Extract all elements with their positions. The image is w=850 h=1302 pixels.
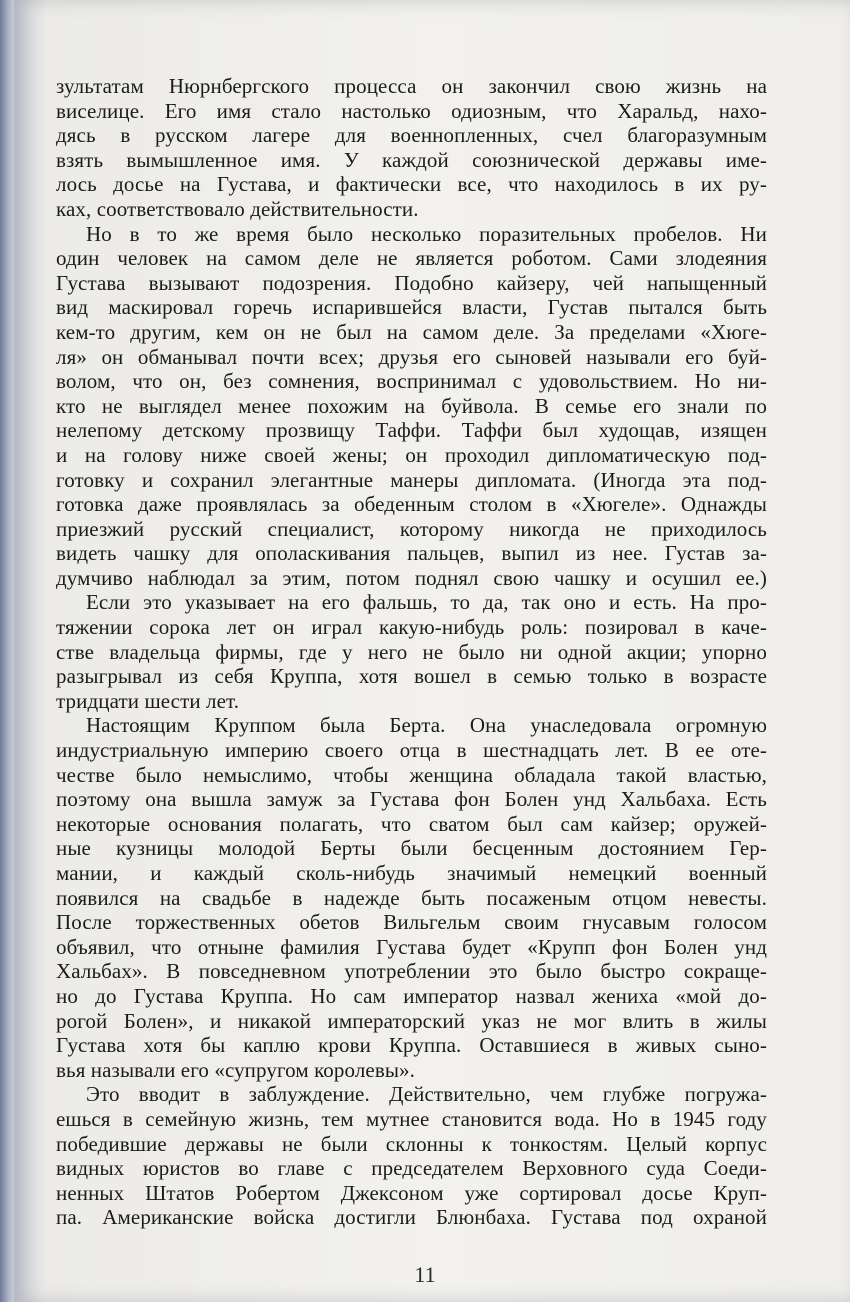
text-line: тридцати шести лет.	[56, 688, 240, 713]
text-line: Настоящим Круппом была Берта. Она унаследовала огромную	[86, 713, 767, 738]
text-line: видных юристов во главе с председателем Верховного суда Соеди-	[56, 1156, 767, 1181]
text-line: вид маскировал горечь испарившейся власти, Густав пытался быть	[56, 295, 767, 320]
text-line: Густава вызывают подозрения. Подобно кайзеру, чей напыщенный	[56, 270, 767, 295]
text-line: вья называли его «супругом королевы».	[56, 1057, 416, 1082]
text-line: думчиво наблюдал за этим, потом поднял свою чашку и осушил ее.)	[56, 565, 767, 590]
page-number: 11	[414, 1262, 436, 1287]
text-line: Густава хотя бы каплю крови Круппа. Оставшиеся в живых сыно-	[56, 1033, 767, 1058]
text-line: тяжении сорока лет он играл какую-нибудь роль: позировал в каче-	[56, 615, 767, 640]
text-line: После торжественных обетов Вильгельм своим гнусавым голосом	[56, 910, 767, 935]
text-line: волом, что он, без сомнения, воспринимал с удовольствием. Но ни-	[56, 369, 767, 394]
text-line: готовку и сохранил элегантные манеры дипломата. (Иногда эта под-	[56, 467, 767, 492]
text-line: нелепому детскому прозвищу Таффи. Таффи был худощав, изящен	[56, 418, 767, 443]
text-line: и на голову ниже своей жены; он проходил дипломатическую под-	[56, 442, 767, 467]
text-line: объявил, что отныне фамилия Густава будет «Крупп фон Болен унд	[56, 934, 767, 959]
text-line: кто не выглядел менее похожим на буйвола. В семье его знали по	[56, 393, 767, 418]
text-line: стве владельца фирмы, где у него не было ни одной акции; упорно	[56, 639, 767, 664]
text-line: ках, соответствовало действительности.	[56, 196, 419, 221]
text-line: дясь в русском лагере для военнопленных, счел благоразумным	[56, 123, 767, 148]
book-spine-edge	[0, 0, 14, 1302]
text-line: Если это указывает на его фальшь, то да, так оно и есть. На про-	[86, 590, 767, 615]
text-line: па. Американские войска достигли Блюнбаха. Густава под охраной	[56, 1205, 767, 1230]
text-line: Это вводит в заблуждение. Действительно, чем глубже погружа-	[86, 1082, 767, 1107]
text-line: готовка даже проявлялась за обеденным столом в «Хюгеле». Однажды	[56, 492, 767, 517]
text-line: приезжий русский специалист, которому никогда не приходилось	[56, 516, 767, 541]
text-line: но до Густава Круппа. Но сам император назвал жениха «мой до-	[56, 983, 767, 1008]
text-line: Но в то же время было несколько поразительных пробелов. Ни	[86, 221, 767, 246]
text-line: зультатам Нюрнбергского процесса он закончил свою жизнь на	[56, 74, 767, 98]
text-line: ля» он обманывал почти всех; друзья его сыновей называли его буй-	[56, 344, 767, 369]
text-line: кем-то другим, кем он не был на самом деле. За пределами «Хюге-	[56, 319, 767, 344]
text-line: ненных Штатов Робертом Джексоном уже сортировал досье Круп-	[56, 1180, 767, 1205]
text-line: появился на свадьбе в надежде быть посаженым отцом невесты.	[56, 885, 767, 910]
text-line: Хальбах». В повседневном употреблении это было быстро сокраще-	[56, 959, 767, 984]
text-line: индустриальную империю своего отца в шестнадцать лет. В ее оте-	[56, 738, 767, 763]
text-line: взять вымышленное имя. У каждой союзнической державы име-	[56, 147, 767, 172]
text-line: один человек на самом деле не является роботом. Сами злодеяния	[56, 246, 767, 271]
text-line: рогой Болен», и никакой императорский указ не мог влить в жилы	[56, 1008, 767, 1033]
text-line: некоторые основания полагать, что сватом был сам кайзер; оружей-	[56, 811, 767, 836]
page-text-body	[56, 74, 767, 1230]
text-line: ные кузницы молодой Берты были бесценным достоянием Гер-	[56, 836, 767, 861]
text-line: ешься в семейную жизнь, тем мутнее становится вода. Но в 1945 году	[56, 1106, 767, 1131]
text-line: поэтому она вышла замуж за Густава фон Болен унд Хальбаха. Есть	[56, 787, 767, 812]
text-line: виселице. Его имя стало настолько одиозным, что Харальд, нахо-	[56, 98, 767, 123]
text-line: видеть чашку для ополаскивания пальцев, выпил из нее. Густав за-	[56, 541, 767, 566]
text-line: победившие державы не были склонны к тонкостям. Целый корпус	[56, 1131, 767, 1156]
text-line: мании, и каждый сколь-нибудь значимый немецкий военный	[56, 861, 767, 885]
text-line: лось досье на Густава, и фактически все, что находилось в их ру-	[56, 172, 767, 197]
text-line: честве было немыслимо, чтобы женщина обладала такой властью,	[56, 762, 767, 787]
text-line: разыгрывал из себя Круппа, хотя вошел в семью только в возрасте	[56, 664, 767, 689]
